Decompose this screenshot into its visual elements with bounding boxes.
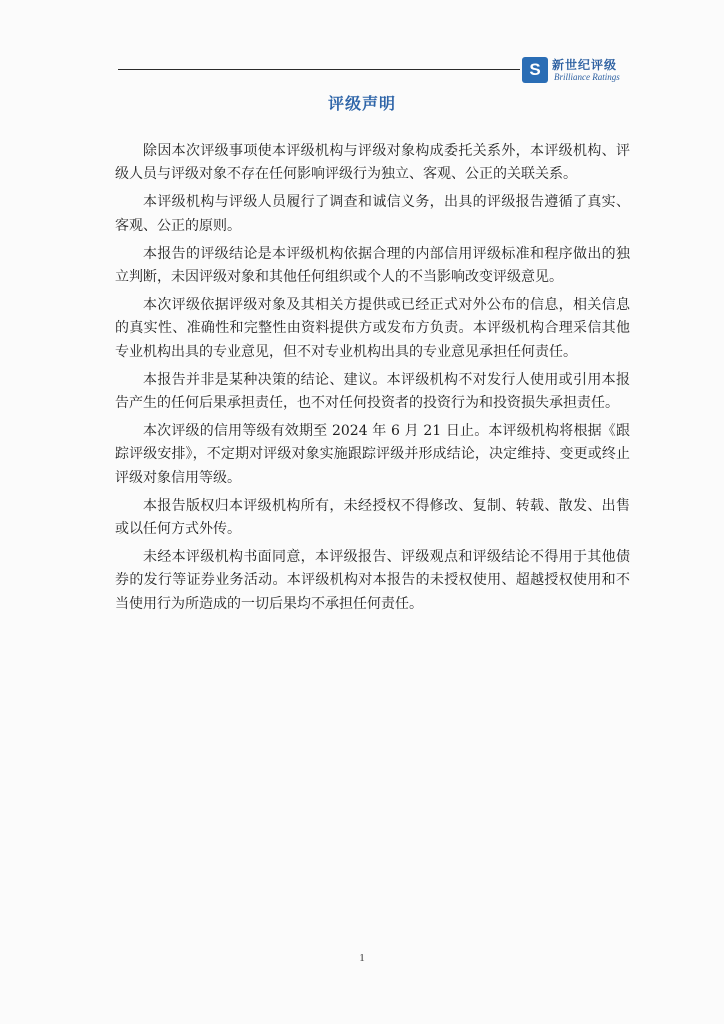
page-number: 1 [359,952,365,964]
statement-paragraph: 本次评级的信用等级有效期至 2024 年 6 月 21 日止。本评级机构将根据《跟踪评级安排》，不定期对评级对象实施跟踪评级并形成结论，决定维持、变更或终止评级对象信用等级。 [115,423,630,486]
logo-english-name: Brilliance Ratings [554,72,620,82]
header-rule [118,69,520,70]
statement-paragraph: 本次评级依据评级对象及其相关方提供或已经正式对外公布的信息，相关信息的真实性、准确性和完整性由资料提供方或发布方负责。本评级机构合理采信其他专业机构出具的专业意见，但不对专业机构出具的专业意见承担任何责任。 [115,297,630,360]
statement-paragraph: 未经本评级机构书面同意，本评级报告、评级观点和评级结论不得用于其他债券的发行等证券业务活动。本评级机构对本报告的未授权使用、超越授权使用和不当使用行为所造成的一切后果均不承担任何责任。 [115,549,630,612]
company-logo [522,55,632,89]
statement-paragraph: 除因本次评级事项使本评级机构与评级对象构成委托关系外，本评级机构、评级人员与评级对象不存在任何影响评级行为独立、客观、公正的关联关系。 [115,143,630,183]
logo-mark: S [522,57,548,83]
statement-paragraph: 本报告版权归本评级机构所有，未经授权不得修改、复制、转载、散发、出售或以任何方式外传。 [115,497,630,538]
statement-body [115,140,630,621]
statement-paragraph: 本评级机构与评级人员履行了调查和诚信义务，出具的评级报告遵循了真实、客观、公正的原则。 [115,194,630,234]
page-title: 评级声明 [327,94,396,113]
statement-paragraph: 本报告的评级结论是本评级机构依据合理的内部信用评级标准和程序做出的独立判断，未因评级对象和其他任何组织或个人的不当影响改变评级意见。 [115,245,630,286]
statement-paragraph: 本报告并非是某种决策的结论、建议。本评级机构不对发行人使用或引用本报告产生的任何后果承担责任，也不对任何投资者的投资行为和投资损失承担责任。 [115,371,630,412]
logo-chinese-name: 新世纪评级 [552,58,618,72]
